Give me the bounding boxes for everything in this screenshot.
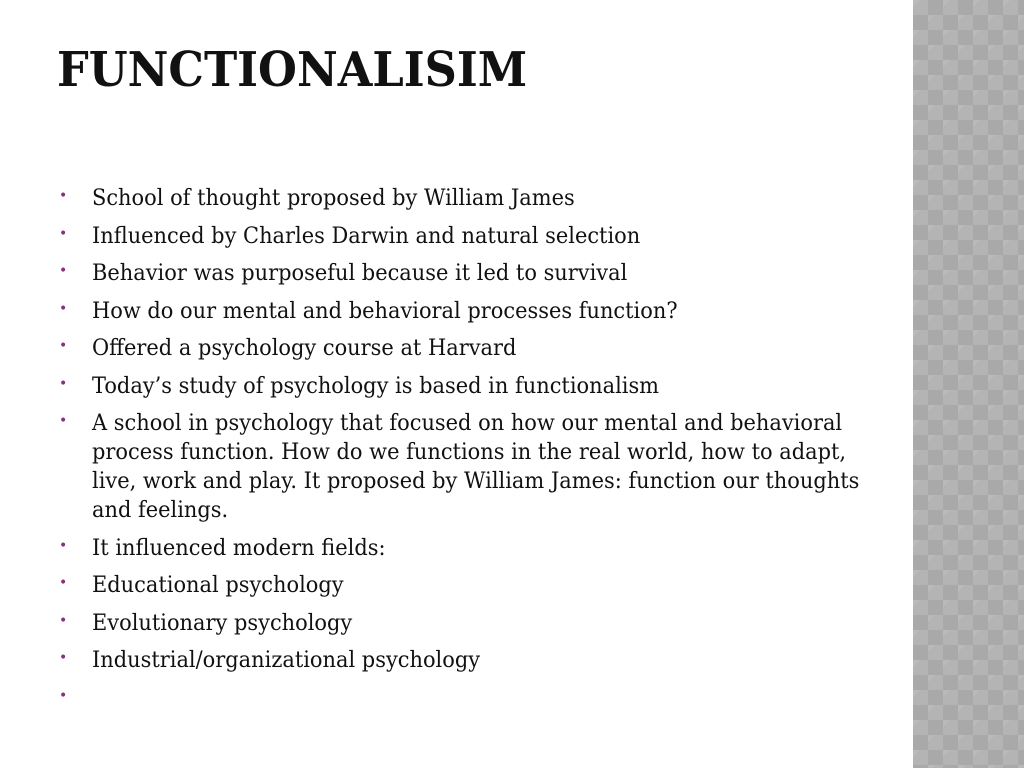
bullet-icon: •	[59, 263, 68, 279]
list-item	[57, 372, 847, 401]
bullet-icon: •	[59, 575, 68, 591]
bullet-text: How do our mental and behavioral processes function?	[92, 297, 678, 324]
list-item	[57, 609, 847, 638]
list-item	[57, 222, 847, 251]
bullet-icon: •	[59, 413, 68, 429]
bullet-icon: •	[59, 375, 68, 392]
bullet-text: Educational psychology	[92, 572, 344, 598]
bullet-text: Industrial/organizational psychology	[92, 647, 481, 673]
decorative-side-panel	[913, 0, 1024, 768]
list-item	[57, 259, 847, 288]
bullet-text: Offered a psychology course at Harvard	[92, 335, 517, 361]
bullet-text: A school in psychology that focused on how our mental and behavioral process function. How do we functions in the real world, how to adapt, live, work and play. It proposed by William James: function our thoughts and feelings.	[92, 410, 860, 523]
bullet-icon: •	[59, 537, 68, 554]
list-item	[57, 297, 847, 326]
bullet-icon: •	[59, 612, 68, 629]
bullet-list	[57, 184, 860, 721]
bullet-icon: •	[59, 650, 68, 666]
bullet-icon: •	[59, 300, 68, 317]
bullet-text: It influenced modern fields:	[92, 534, 386, 561]
list-item	[57, 534, 847, 563]
bullet-text: Behavior was purposeful because it led to survival	[92, 260, 628, 286]
list-item	[57, 334, 847, 363]
list-item	[57, 646, 847, 675]
list-item	[57, 184, 847, 213]
bullet-icon: •	[59, 225, 68, 242]
bullet-text: Influenced by Charles Darwin and natural selection	[92, 222, 641, 249]
bullet-text: School of thought proposed by William James	[92, 185, 575, 211]
bullet-icon: •	[59, 687, 68, 704]
slide-title: FUNCTIONALISIM	[57, 42, 528, 98]
bullet-text: Evolutionary psychology	[92, 609, 353, 636]
list-item	[57, 684, 847, 713]
bullet-icon: •	[59, 188, 68, 204]
bullet-text: Today’s study of psychology is based in functionalism	[92, 372, 660, 399]
bullet-icon: •	[59, 338, 68, 354]
list-item	[57, 571, 847, 600]
list-item	[57, 409, 860, 525]
